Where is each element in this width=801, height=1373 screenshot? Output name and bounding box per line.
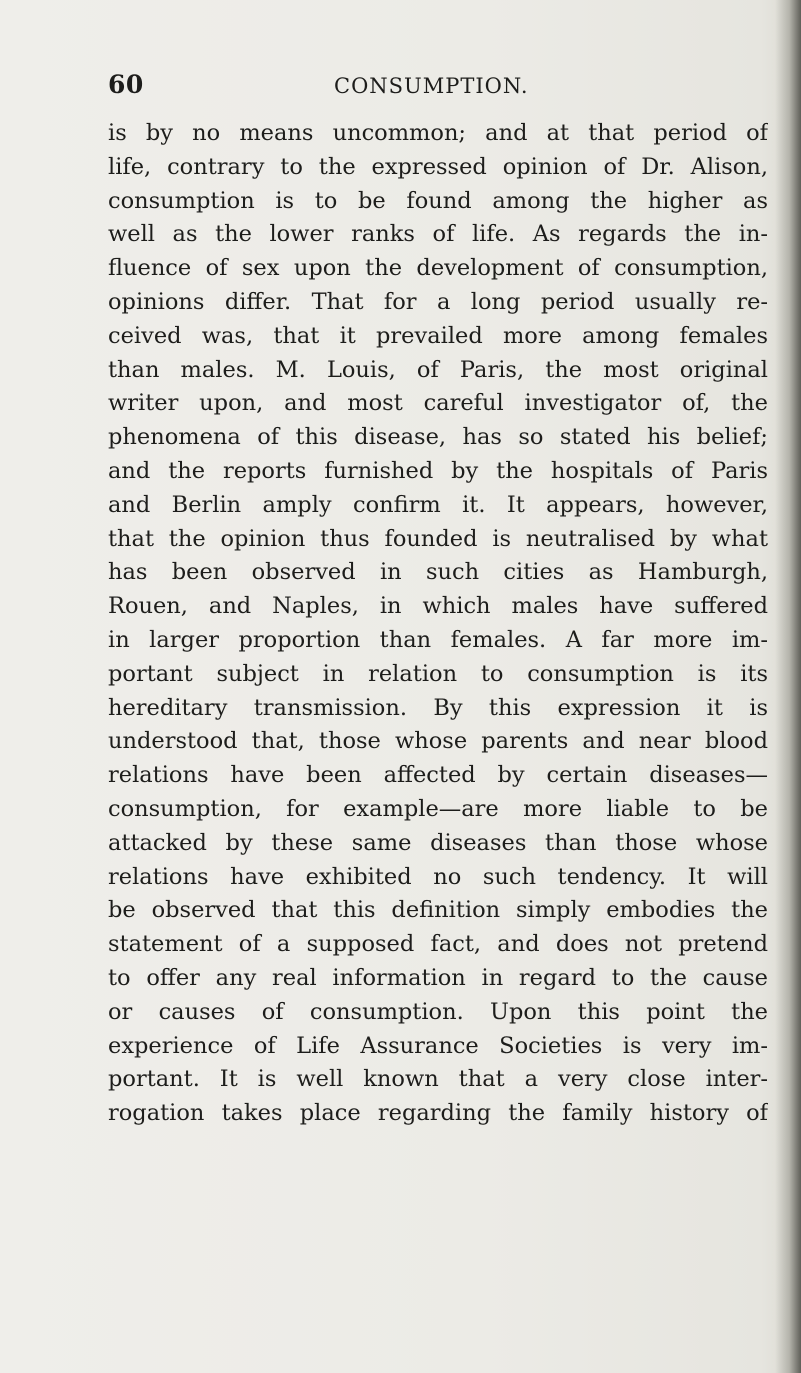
text-line: Rouen, and Naples, in which males have suffered <box>108 593 768 620</box>
text-line: has been observed in such cities as Hamburgh, <box>108 559 768 586</box>
text-line: understood that, those whose parents and near blood <box>108 728 768 755</box>
text-line: hereditary transmission. By this expression it is <box>108 694 768 721</box>
text-line: to offer any real information in regard to the cause <box>108 964 768 991</box>
text-line: well as the lower ranks of life. As regards the in- <box>108 221 768 248</box>
text-line: relations have been affected by certain diseases— <box>108 762 768 789</box>
text-line: be observed that this definition simply embodies the <box>108 897 768 924</box>
text-line: consumption is to be found among the higher as <box>108 187 768 214</box>
page-edge-shadow <box>775 0 801 1373</box>
text-line: relations have exhibited no such tendency. It will <box>108 863 768 890</box>
text-line: than males. M. Louis, of Paris, the most original <box>108 356 768 383</box>
text-line: phenomena of this disease, has so stated his belief; <box>108 424 768 451</box>
text-line: statement of a supposed fact, and does not pretend <box>108 931 768 958</box>
text-line: and Berlin amply confirm it. It appears, however, <box>108 491 768 518</box>
text-line: and the reports furnished by the hospitals of Paris <box>108 457 768 484</box>
page-header <box>108 70 768 106</box>
body-text <box>108 117 768 1131</box>
text-line: consumption, for example—are more liable to be <box>108 795 768 822</box>
text-line: rogation takes place regarding the family history of <box>108 1100 768 1127</box>
text-line: that the opinion thus founded is neutralised by what <box>108 525 768 552</box>
page-number: 60 <box>108 70 144 99</box>
text-line: ceived was, that it prevailed more among females <box>108 322 768 349</box>
text-line: attacked by these same diseases than those whose <box>108 829 768 856</box>
text-line: fluence of sex upon the development of consumption, <box>108 255 768 282</box>
text-line: opinions differ. That for a long period usually re- <box>108 288 768 315</box>
text-line: writer upon, and most careful investigator of, the <box>108 390 768 417</box>
text-line: or causes of consumption. Upon this point the <box>108 998 768 1025</box>
text-line: portant. It is well known that a very close inter- <box>108 1066 768 1093</box>
text-line: is by no means uncommon; and at that period of <box>108 120 768 146</box>
text-line: life, contrary to the expressed opinion of Dr. Alison, <box>108 153 768 180</box>
running-head: CONSUMPTION. <box>334 74 529 98</box>
text-line: in larger proportion than females. A far more im- <box>108 626 768 653</box>
text-line: portant subject in relation to consumption is its <box>108 660 768 687</box>
text-line: experience of Life Assurance Societies is very im- <box>108 1032 768 1059</box>
